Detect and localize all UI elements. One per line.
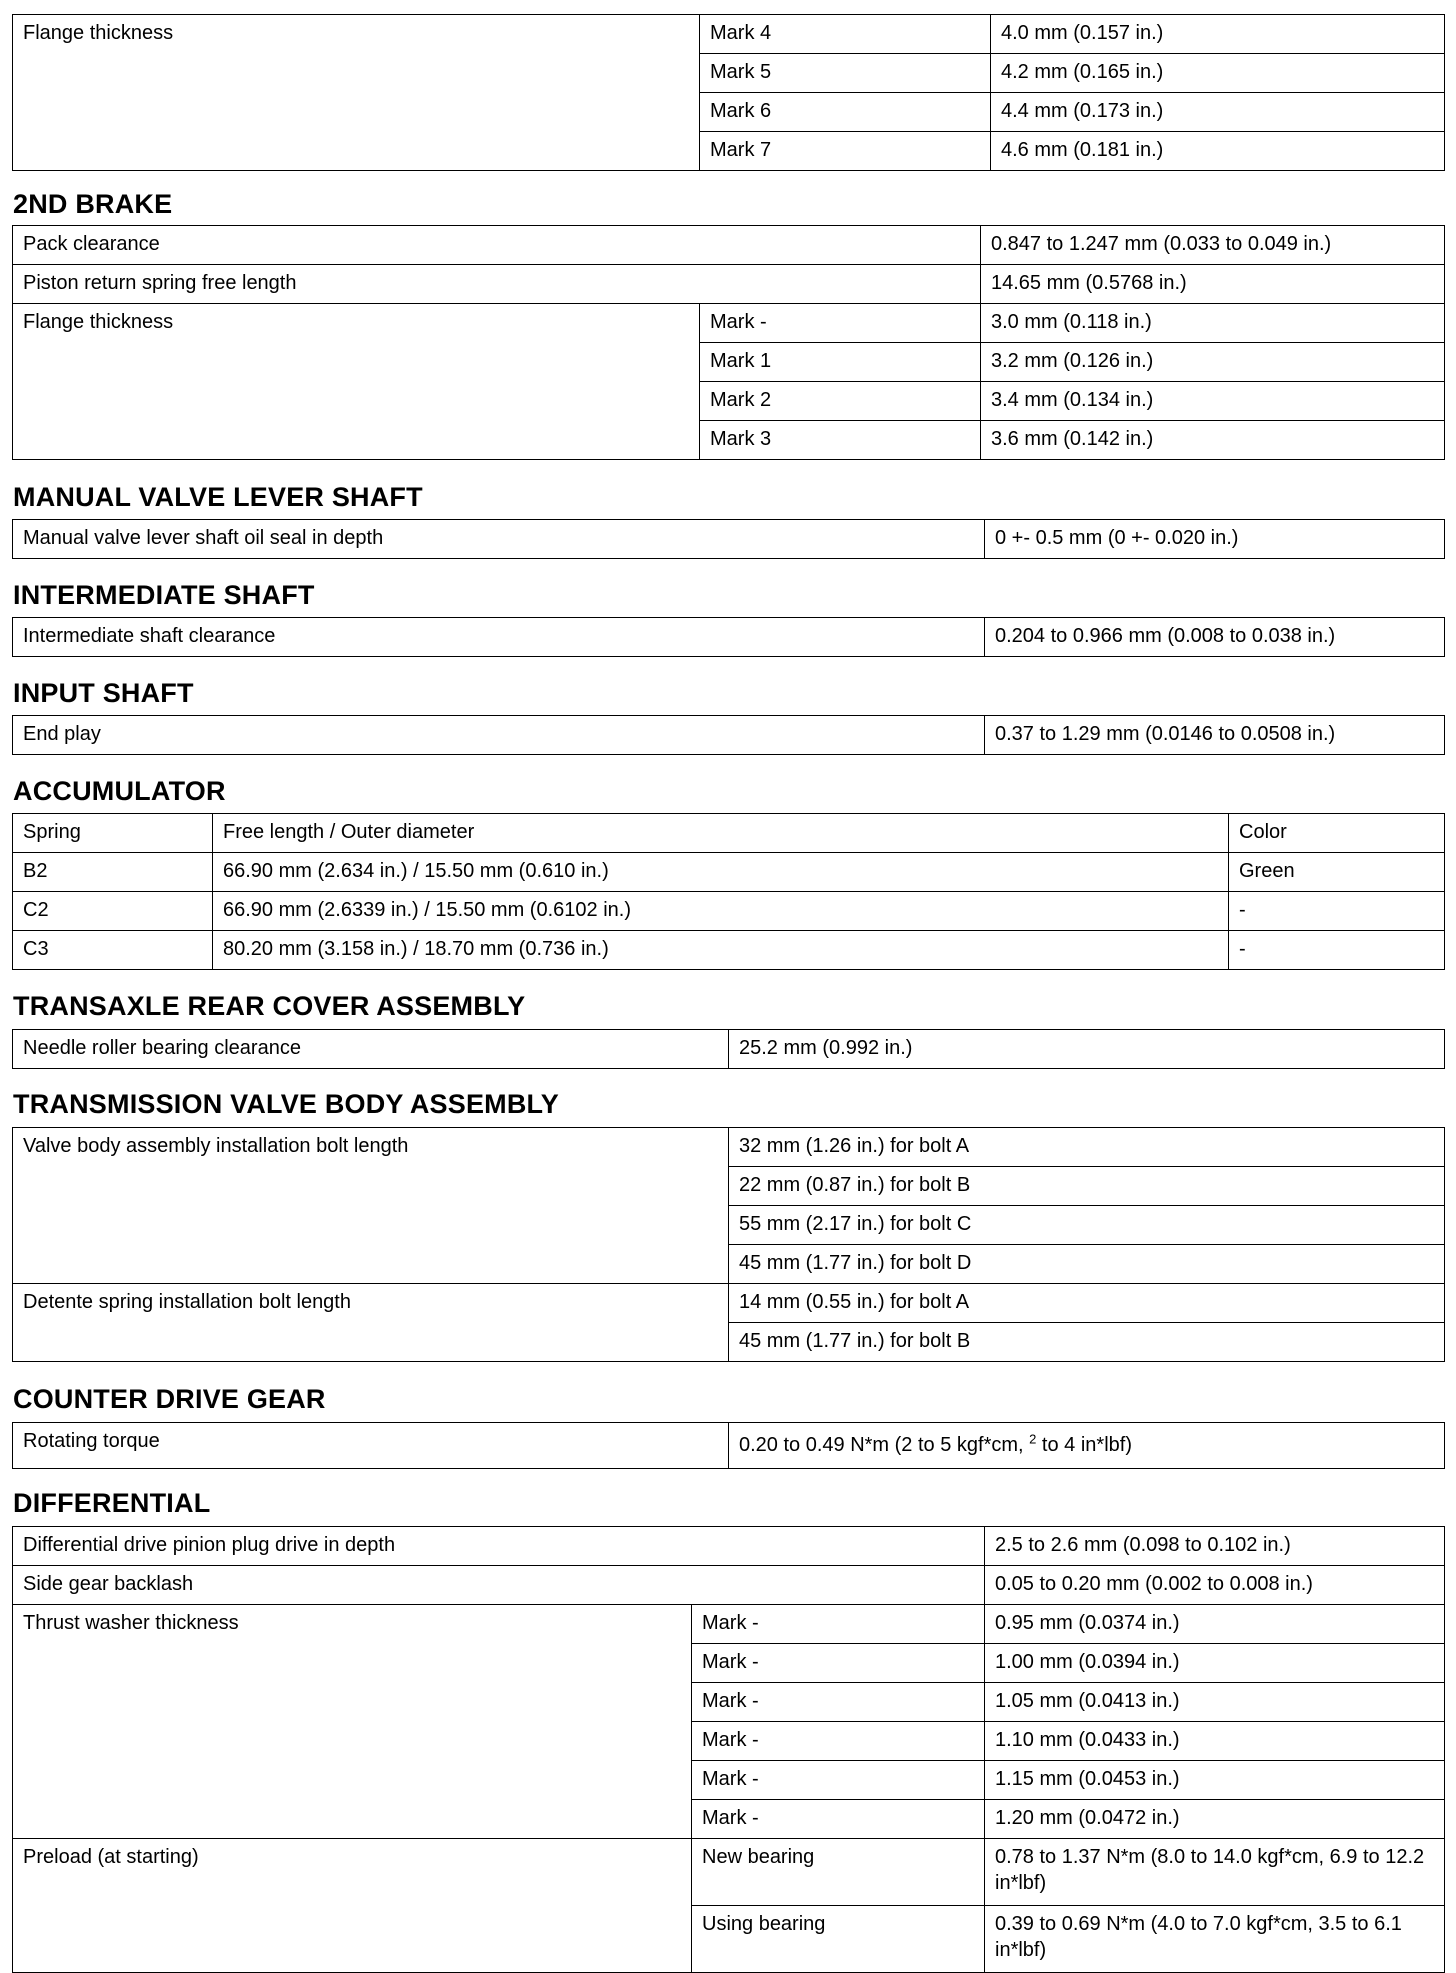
row-label: Thrust washer thickness [13, 1605, 692, 1839]
flange-thickness-label: Flange thickness [13, 304, 700, 460]
section-title-2nd-brake: 2ND BRAKE [13, 189, 173, 219]
spring-cell: C2 [13, 892, 213, 931]
dims-cell: 66.90 mm (2.6339 in.) / 15.50 mm (0.6102 in.) [213, 892, 1229, 931]
mark-cell: Mark - [692, 1800, 985, 1839]
row-label: End play [13, 716, 985, 755]
flange-thickness-label: Flange thickness [13, 15, 700, 171]
mark-cell: Mark 5 [700, 54, 991, 93]
value-cell: 45 mm (1.77 in.) for bolt B [729, 1323, 1445, 1362]
differential-table [12, 1526, 1445, 1973]
section-title-input-shaft: INPUT SHAFT [13, 678, 194, 708]
value-cell: 0.847 to 1.247 mm (0.033 to 0.049 in.) [981, 226, 1445, 265]
section-title-counter-drive-gear: COUNTER DRIVE GEAR [13, 1384, 326, 1414]
row-label: Intermediate shaft clearance [13, 618, 985, 657]
dims-cell: 66.90 mm (2.634 in.) / 15.50 mm (0.610 in.) [213, 853, 1229, 892]
row-label: Preload (at starting) [13, 1839, 692, 1973]
mark-cell: Mark 6 [700, 93, 991, 132]
section-title-differential: DIFFERENTIAL [13, 1488, 211, 1518]
value-cell: 3.2 mm (0.126 in.) [981, 343, 1445, 382]
mark-cell: Mark 2 [700, 382, 981, 421]
row-label: Piston return spring free length [13, 265, 981, 304]
mark-cell: Mark 3 [700, 421, 981, 460]
section-title-accumulator: ACCUMULATOR [13, 776, 226, 806]
value-cell: 0 +- 0.5 mm (0 +- 0.020 in.) [985, 520, 1445, 559]
spring-cell: C3 [13, 931, 213, 970]
value-text: 0.20 to 0.49 N*m (2 to 5 kgf*cm, [739, 1434, 1030, 1456]
section-title-intermediate-shaft: INTERMEDIATE SHAFT [13, 580, 315, 610]
value-cell: 0.204 to 0.966 mm (0.008 to 0.038 in.) [985, 618, 1445, 657]
mark-cell: Mark 1 [700, 343, 981, 382]
column-header: Color [1229, 814, 1445, 853]
value-cell: 3.0 mm (0.118 in.) [981, 304, 1445, 343]
section-title-transaxle-rear-cover: TRANSAXLE REAR COVER ASSEMBLY [13, 991, 526, 1021]
row-label: Side gear backlash [13, 1566, 985, 1605]
value-cell: 1.05 mm (0.0413 in.) [985, 1683, 1445, 1722]
value-cell: 4.2 mm (0.165 in.) [991, 54, 1445, 93]
row-label: Needle roller bearing clearance [13, 1030, 729, 1069]
mark-cell: Mark - [692, 1644, 985, 1683]
row-label: Rotating torque [13, 1423, 729, 1469]
mark-cell: Mark - [692, 1761, 985, 1800]
value-cell: 0.05 to 0.20 mm (0.002 to 0.008 in.) [985, 1566, 1445, 1605]
mark-cell: Mark - [700, 304, 981, 343]
value-cell: 32 mm (1.26 in.) for bolt A [729, 1128, 1445, 1167]
mark-cell: Mark - [692, 1605, 985, 1644]
row-label: Pack clearance [13, 226, 981, 265]
value-cell: 0.95 mm (0.0374 in.) [985, 1605, 1445, 1644]
value-cell: 55 mm (2.17 in.) for bolt C [729, 1206, 1445, 1245]
value-cell: 22 mm (0.87 in.) for bolt B [729, 1167, 1445, 1206]
counter-drive-table [12, 1422, 1445, 1469]
2nd-brake-table [12, 225, 1445, 460]
value-cell: 25.2 mm (0.992 in.) [729, 1030, 1445, 1069]
flange-thickness-table [12, 14, 1445, 171]
value-cell: 2.5 to 2.6 mm (0.098 to 0.102 in.) [985, 1527, 1445, 1566]
value-cell: 45 mm (1.77 in.) for bolt D [729, 1245, 1445, 1284]
input-shaft-table [12, 715, 1445, 755]
value-cell: 14.65 mm (0.5768 in.) [981, 265, 1445, 304]
value-cell: 0.37 to 1.29 mm (0.0146 to 0.0508 in.) [985, 716, 1445, 755]
value-cell: 0.78 to 1.37 N*m (8.0 to 14.0 kgf*cm, 6.9 to 12.2 in*lbf) [985, 1839, 1445, 1906]
color-cell: - [1229, 931, 1445, 970]
value-cell: 3.6 mm (0.142 in.) [981, 421, 1445, 460]
color-cell: Green [1229, 853, 1445, 892]
rear-cover-table [12, 1029, 1445, 1069]
mark-cell: Mark 4 [700, 15, 991, 54]
value-cell: 1.00 mm (0.0394 in.) [985, 1644, 1445, 1683]
value-cell: 1.20 mm (0.0472 in.) [985, 1800, 1445, 1839]
mark-cell: Mark - [692, 1722, 985, 1761]
row-label: Manual valve lever shaft oil seal in depth [13, 520, 985, 559]
section-title-manual-valve-lever-shaft: MANUAL VALVE LEVER SHAFT [13, 482, 423, 512]
manual-valve-table [12, 519, 1445, 559]
color-cell: - [1229, 892, 1445, 931]
value-cell: 4.6 mm (0.181 in.) [991, 132, 1445, 171]
column-header: Free length / Outer diameter [213, 814, 1229, 853]
value-cell: 1.15 mm (0.0453 in.) [985, 1761, 1445, 1800]
bearing-kind-cell: New bearing [692, 1839, 985, 1906]
dims-cell: 80.20 mm (3.158 in.) / 18.70 mm (0.736 in.) [213, 931, 1229, 970]
bearing-kind-cell: Using bearing [692, 1906, 985, 1973]
value-cell: 0.39 to 0.69 N*m (4.0 to 7.0 kgf*cm, 3.5 to 6.1 in*lbf) [985, 1906, 1445, 1973]
row-label: Valve body assembly installation bolt length [13, 1128, 729, 1284]
value-cell: 1.10 mm (0.0433 in.) [985, 1722, 1445, 1761]
valve-body-table [12, 1127, 1445, 1362]
intermediate-shaft-table [12, 617, 1445, 657]
value-cell: 4.0 mm (0.157 in.) [991, 15, 1445, 54]
row-label: Differential drive pinion plug drive in depth [13, 1527, 985, 1566]
section-title-transmission-valve-body: TRANSMISSION VALVE BODY ASSEMBLY [13, 1089, 559, 1119]
value-cell: 3.4 mm (0.134 in.) [981, 382, 1445, 421]
mark-cell: Mark 7 [700, 132, 991, 171]
mark-cell: Mark - [692, 1683, 985, 1722]
accumulator-table [12, 813, 1445, 970]
value-cell: 4.4 mm (0.173 in.) [991, 93, 1445, 132]
value-cell: 14 mm (0.55 in.) for bolt A [729, 1284, 1445, 1323]
value-cell [729, 1423, 1445, 1469]
superscript: 2 [1029, 1431, 1037, 1447]
value-text: to 4 in*lbf) [1036, 1434, 1132, 1456]
spring-cell: B2 [13, 853, 213, 892]
row-label: Detente spring installation bolt length [13, 1284, 729, 1362]
column-header: Spring [13, 814, 213, 853]
